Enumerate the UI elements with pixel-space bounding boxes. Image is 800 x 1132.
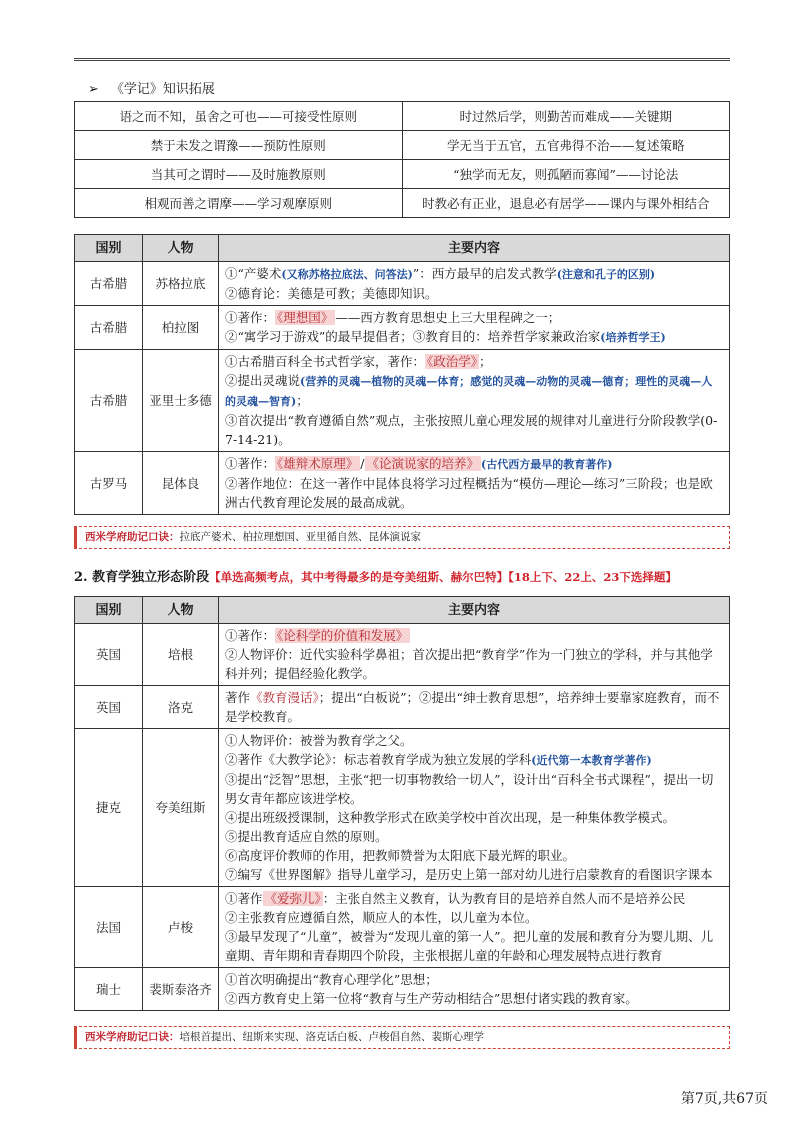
text: ； (479, 354, 492, 369)
content-cell (219, 729, 730, 887)
note-text: (近代第一本教育学著作) (531, 754, 652, 767)
country-cell: 英国 (75, 624, 143, 686)
text: ①著作 (225, 891, 263, 906)
exam-note: 【单选高频考点，其中考得最多的是夸美纽斯、赫尔巴特】【18上下、22上、23下选择题】 (209, 570, 677, 584)
table-row (75, 102, 730, 131)
person-cell: 亚里士多德 (143, 350, 219, 452)
table-row (75, 131, 730, 160)
text: ②“寓学习于游戏”的最早提倡者；③教育目的：培养哲学家兼政治家 (225, 329, 601, 344)
column-header-person: 人物 (143, 235, 219, 262)
person-cell: 裴斯泰洛齐 (143, 968, 219, 1011)
highlighted-book-title: 《论演说家的培养》 (366, 456, 480, 471)
note-text: (注意和孔子的区别) (556, 268, 656, 281)
text: ①著作： (225, 628, 276, 643)
column-header-person: 人物 (143, 597, 219, 624)
country-cell: 法国 (75, 887, 143, 968)
table-row (75, 306, 730, 350)
text: ②主张教育应遵循自然，顺应人的本性，以儿童为本位。 (225, 910, 538, 925)
highlighted-book-title: 《爱弥儿》 (264, 891, 321, 906)
content-cell (219, 452, 730, 515)
text: ②德育论：美德是可教；美德即知识。 (225, 286, 438, 301)
section-heading-xueji (88, 78, 215, 97)
text: ②著作《大教学论》：标志着教育学成为独立发展的学科 (225, 752, 532, 767)
table-cell: 时教必有正业，退息必有居学——课内与课外相结合 (402, 189, 730, 218)
content-cell (219, 306, 730, 350)
country-cell: 古希腊 (75, 262, 143, 306)
mnemonic-label: 西米学府助记口诀： (85, 1031, 180, 1043)
table-cell: 禁于未发之谓豫——预防性原则 (75, 131, 403, 160)
table-row (75, 350, 730, 452)
page-number: 第7页,共67页 (680, 1091, 768, 1107)
note-text: (又称苏格拉底法、问答法) (281, 268, 413, 281)
mnemonic-label: 西米学府助记口诀： (85, 531, 180, 543)
table-row (75, 624, 730, 686)
person-cell: 柏拉图 (143, 306, 219, 350)
table-row (75, 160, 730, 189)
person-cell: 昆体良 (143, 452, 219, 515)
text: ①首次明确提出“教育心理学化”思想； (225, 972, 438, 987)
column-header-country: 国别 (75, 597, 143, 624)
highlighted-book-title: 《理想国》 (277, 310, 334, 325)
person-cell: 培根 (143, 624, 219, 686)
section-title: 2. 教育学独立形态阶段 (74, 570, 210, 585)
ancient-educators-table (74, 234, 730, 515)
text: ②人物评价：近代实验科学鼻祖；首次提出把“教育学”作为一门独立的学科，并与其他学科并列；提倡经验化教学。 (225, 647, 713, 681)
highlighted-book-title: 《论科学的价值和发展》 (277, 628, 409, 643)
text: ③提出“泛智”思想，主张“把一切事物教给一切人”，设计出“百科全书式课程”，提出一切男女青年都应该进学校。 (225, 772, 714, 806)
text: / (360, 456, 365, 471)
text: ①著作： (225, 310, 276, 325)
content-cell (219, 686, 730, 729)
text: ①人物评价：被誉为教育学之父。 (225, 733, 413, 748)
independent-educators-table (74, 596, 730, 1011)
note-text: (古代西方最早的教育著作) (481, 458, 613, 471)
xueji-table (74, 101, 730, 218)
text: ①古希腊百科全书式哲学家，著作： (225, 354, 426, 369)
text: ②西方教育史上第一位将“教育与生产劳动相结合”思想付诸实践的教育家。 (225, 991, 638, 1006)
text: 著作 (225, 690, 251, 705)
text: ⑦编写《世界图解》指导儿童学习，是历史上第一部对幼儿进行启蒙教育的看图识字课本 (225, 867, 713, 882)
table-cell: 相观而善之谓摩——学习观摩原则 (75, 189, 403, 218)
arrow-bullet-icon: ➢ (88, 82, 99, 97)
country-cell: 英国 (75, 686, 143, 729)
table-row (75, 729, 730, 887)
content-cell (219, 624, 730, 686)
table-row (75, 686, 730, 729)
mnemonic-text: 拉底产婆术、柏拉理想国、亚里循自然、昆体演说家 (179, 531, 421, 543)
column-header-content: 主要内容 (219, 235, 730, 262)
content-cell (219, 350, 730, 452)
note-text: (营养的灵魂—植物的灵魂—体育；感觉的灵魂—动物的灵魂—德育；理性的灵魂—人的灵魂—智育) (225, 375, 713, 408)
table-row (75, 452, 730, 515)
text: ②著作地位：在这一著作中昆体良将学习过程概括为“模仿—理论—练习”三阶段；也是欧洲古代教育理论发展的最高成就。 (225, 476, 713, 510)
content-cell (219, 968, 730, 1011)
text: ”：西方最早的启发式教学 (412, 266, 557, 281)
text: ①“产婆术 (225, 266, 282, 281)
text: ③最早发现了“儿童”，被誉为“发现儿童的第一人”。把儿童的发展和教育分为婴儿期、儿童期、青年期和青春期四个阶段，主张根据儿童的年龄和心理发展特点进行教育 (225, 929, 714, 963)
table-header-row (75, 235, 730, 262)
person-cell: 夸美纽斯 (143, 729, 219, 887)
table-row (75, 968, 730, 1011)
mnemonic-box-1 (74, 526, 730, 549)
table-cell: 时过然后学，则勤苦而难成——关键期 (402, 102, 730, 131)
table-row (75, 262, 730, 306)
text: ②提出灵魂说 (225, 373, 301, 388)
text: ④提出班级授课制，这种教学形式在欧美学校中首次出现，是一种集体教学模式。 (225, 810, 676, 825)
highlighted-book-title: 《雄辩术原理》 (277, 456, 359, 471)
person-cell: 洛克 (143, 686, 219, 729)
table-cell: 语之而不知，虽舍之可也——可接受性原则 (75, 102, 403, 131)
table-cell: “独学而无友，则孤陋而寡闻”——讨论法 (402, 160, 730, 189)
person-cell: 苏格拉底 (143, 262, 219, 306)
column-header-country: 国别 (75, 235, 143, 262)
table-header-row (75, 597, 730, 624)
text: ⑥高度评价教师的作用，把教师赞誉为太阳底下最光辉的职业。 (225, 848, 576, 863)
text: ； (296, 393, 309, 408)
text: ；提出“白板说”；②提出“绅士教育思想”，培养绅士要靠家庭教育，而不是学校教育。 (225, 690, 720, 724)
table-row (75, 189, 730, 218)
country-cell: 捷克 (75, 729, 143, 887)
country-cell: 古罗马 (75, 452, 143, 515)
mnemonic-box-2 (74, 1026, 730, 1049)
column-header-content: 主要内容 (219, 597, 730, 624)
text: ③首次提出“教育遵循自然”观点，主张按照儿童心理发展的规律对儿童进行分阶段教学(0-7-14-21)。 (225, 413, 718, 447)
highlighted-book-title: 《教育漫话》 (250, 690, 319, 705)
highlighted-book-title: 《政治学》 (427, 354, 478, 369)
person-cell: 卢梭 (143, 887, 219, 968)
header-rule (74, 58, 730, 61)
content-cell (219, 262, 730, 306)
table-cell: 学无当于五官，五官弗得不治——复述策略 (402, 131, 730, 160)
table-cell: 当其可之谓时——及时施教原则 (75, 160, 403, 189)
text: ①著作： (225, 456, 276, 471)
note-text: (培养哲学王) (600, 331, 666, 344)
country-cell: 瑞士 (75, 968, 143, 1011)
country-cell: 古希腊 (75, 350, 143, 452)
text: ：主张自然主义教育，认为教育目的是培养自然人而不是培养公民 (322, 891, 686, 906)
content-cell (219, 887, 730, 968)
text: ⑤提出教育适应自然的原则。 (225, 829, 388, 844)
section-title: 《学记》知识拓展 (110, 82, 215, 97)
table-row (75, 887, 730, 968)
section-heading-independent (74, 566, 677, 585)
text: ——西方教育思想史上三大里程碑之一； (335, 310, 561, 325)
country-cell: 古希腊 (75, 306, 143, 350)
mnemonic-text: 培根首提出、纽斯来实现、洛克话白板、卢梭倡自然、裴斯心理学 (179, 1031, 484, 1043)
